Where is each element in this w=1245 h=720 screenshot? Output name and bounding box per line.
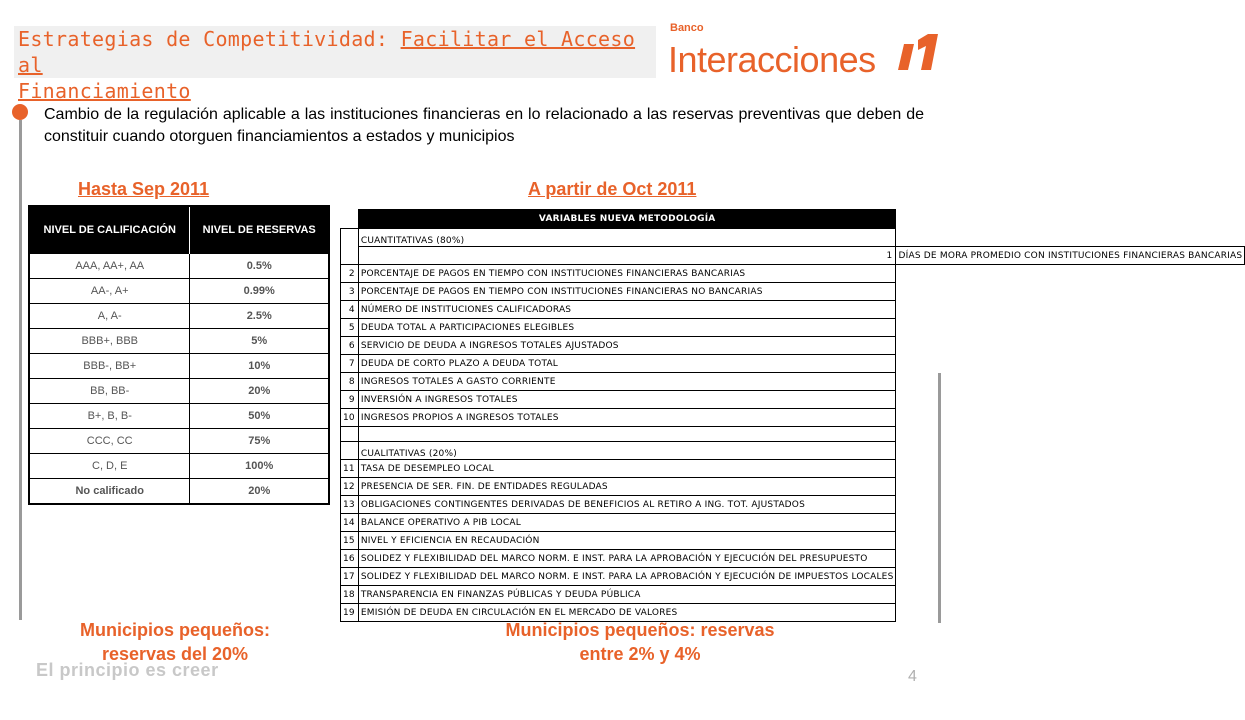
logo-wordmark: Interacciones <box>668 39 876 80</box>
table-row <box>341 247 1245 265</box>
row-number: 8 <box>341 373 359 391</box>
column-header-reserve: NIVEL DE RESERVAS <box>190 206 329 254</box>
table-row <box>341 514 1245 532</box>
rating-cell: CCC, CC <box>29 429 190 454</box>
variable-cell: INVERSIÓN A INGRESOS TOTALES <box>358 391 896 409</box>
table-row <box>341 373 1245 391</box>
variable-cell: DEUDA DE CORTO PLAZO A DEUDA TOTAL <box>358 355 896 373</box>
rating-cell: AAA, AA+, AA <box>29 254 190 279</box>
table-row <box>29 429 329 454</box>
rating-cell: C, D, E <box>29 454 190 479</box>
variable-cell: PORCENTAJE DE PAGOS EN TIEMPO CON INSTITUCIONES FINANCIERAS BANCARIAS <box>358 265 896 283</box>
rating-cell: BBB+, BBB <box>29 329 190 354</box>
row-number: 13 <box>341 496 359 514</box>
reserve-cell: 5% <box>190 329 329 354</box>
row-number: 15 <box>341 532 359 550</box>
row-number: 2 <box>341 265 359 283</box>
logo-mark-icon <box>898 30 944 72</box>
left-divider-line <box>19 120 22 620</box>
variable-cell: NIVEL Y EFICIENCIA EN RECAUDACIÓN <box>358 532 896 550</box>
intro-paragraph: Cambio de la regulación aplicable a las instituciones financieras en lo relacionado a las reservas preventivas que deben de constituir cuando otorguen financiamientos a estados y municipios <box>44 106 924 145</box>
variable-cell: PORCENTAJE DE PAGOS EN TIEMPO CON INSTITUCIONES FINANCIERAS NO BANCARIAS <box>358 283 896 301</box>
column-header-rating: NIVEL DE CALIFICACIÓN <box>29 206 190 254</box>
rating-cell: A, A- <box>29 304 190 329</box>
table-row <box>29 254 329 279</box>
row-number: 9 <box>341 391 359 409</box>
variable-cell: SOLIDEZ Y FLEXIBILIDAD DEL MARCO NORM. E INST. PARA LA APROBACIÓN Y EJECUCIÓN DEL PRESUPUESTO <box>358 550 896 568</box>
variable-cell: INGRESOS TOTALES A GASTO CORRIENTE <box>358 373 896 391</box>
variable-cell: TASA DE DESEMPLEO LOCAL <box>358 460 896 478</box>
row-number: 10 <box>341 409 359 427</box>
reserve-cell: 20% <box>190 379 329 404</box>
variable-cell: NÚMERO DE INSTITUCIONES CALIFICADORAS <box>358 301 896 319</box>
bullet-icon <box>12 104 28 120</box>
reserve-cell: 20% <box>190 479 329 505</box>
table-row <box>341 283 1245 301</box>
table-row <box>341 409 1245 427</box>
variable-cell: INGRESOS PROPIOS A INGRESOS TOTALES <box>358 409 896 427</box>
page-title <box>18 26 658 104</box>
variable-cell: OBLIGACIONES CONTINGENTES DERIVADAS DE BENEFICIOS AL RETIRO A ING. TOT. AJUSTADOS <box>358 496 896 514</box>
rating-cell: No calificado <box>29 479 190 505</box>
variable-cell: SERVICIO DE DEUDA A INGRESOS TOTALES AJUSTADOS <box>358 337 896 355</box>
variable-cell: TRANSPARENCIA EN FINANZAS PÚBLICAS Y DEUDA PÚBLICA <box>358 586 896 604</box>
table-row <box>341 460 1245 478</box>
table-row <box>29 279 329 304</box>
qualitative-label: CUALITATIVAS (20%) <box>358 442 896 460</box>
methodology-header: VARIABLES NUEVA METODOLOGÍA <box>358 210 896 229</box>
table-row <box>341 391 1245 409</box>
row-number: 7 <box>341 355 359 373</box>
table-row <box>29 404 329 429</box>
table-row <box>341 355 1245 373</box>
row-number: 5 <box>341 319 359 337</box>
variable-cell: PRESENCIA DE SER. FIN. DE ENTIDADES REGULADAS <box>358 478 896 496</box>
row-number: 1 <box>358 247 896 265</box>
table-row <box>29 379 329 404</box>
table-row <box>341 265 1245 283</box>
methodology-table <box>340 209 1245 622</box>
reserve-cell: 0.5% <box>190 254 329 279</box>
page-number: 4 <box>908 668 917 685</box>
rating-cell: BBB-, BB+ <box>29 354 190 379</box>
reserve-cell: 50% <box>190 404 329 429</box>
table-row <box>341 568 1245 586</box>
reserve-cell: 100% <box>190 454 329 479</box>
logo-bank-label: Banco <box>670 22 704 34</box>
table-row <box>341 496 1245 514</box>
section-heading-before: Hasta Sep 2011 <box>78 179 210 199</box>
reserve-cell: 0.99% <box>190 279 329 304</box>
row-number: 6 <box>341 337 359 355</box>
reserves-table <box>28 205 330 505</box>
footer-note-before: Municipios pequeños: reservas del 20% <box>79 620 270 664</box>
row-number: 4 <box>341 301 359 319</box>
title-underlined-part2: Financiamiento <box>18 79 191 103</box>
row-number: 18 <box>341 586 359 604</box>
table-row <box>341 337 1245 355</box>
table-row <box>29 479 329 505</box>
section-heading-after: A partir de Oct 2011 <box>528 179 697 199</box>
footer-note-after: Municipios pequeños: reservas entre 2% y 4% <box>505 620 775 664</box>
table-row <box>341 319 1245 337</box>
table-row <box>29 354 329 379</box>
rating-cell: BB, BB- <box>29 379 190 404</box>
reserve-cell: 10% <box>190 354 329 379</box>
variable-cell: DÍAS DE MORA PROMEDIO CON INSTITUCIONES FINANCIERAS BANCARIAS <box>896 247 1245 265</box>
row-number: 17 <box>341 568 359 586</box>
row-number: 19 <box>341 604 359 622</box>
reserve-cell: 2.5% <box>190 304 329 329</box>
table-row <box>29 304 329 329</box>
variable-cell: SOLIDEZ Y FLEXIBILIDAD DEL MARCO NORM. E INST. PARA LA APROBACIÓN Y EJECUCIÓN DE IMPUESTOS LOCALES <box>358 568 896 586</box>
variable-cell: DEUDA TOTAL A PARTICIPACIONES ELEGIBLES <box>358 319 896 337</box>
rating-cell: AA-, A+ <box>29 279 190 304</box>
rating-cell: B+, B, B- <box>29 404 190 429</box>
title-underlined-part1: Facilitar el Acceso al <box>18 27 636 77</box>
table-row <box>29 329 329 354</box>
row-number: 3 <box>341 283 359 301</box>
table-row <box>29 454 329 479</box>
reserve-cell: 75% <box>190 429 329 454</box>
table-row <box>341 301 1245 319</box>
table-row <box>341 550 1245 568</box>
table-row <box>341 532 1245 550</box>
variable-cell: EMISIÓN DE DEUDA EN CIRCULACIÓN EN EL MERCADO DE VALORES <box>358 604 896 622</box>
row-number: 14 <box>341 514 359 532</box>
table-row <box>341 478 1245 496</box>
table-row <box>341 586 1245 604</box>
title-prefix: Estrategias de Competitividad: <box>18 27 401 51</box>
slogan: El principio es creer <box>36 660 219 680</box>
variable-cell: BALANCE OPERATIVO A PIB LOCAL <box>358 514 896 532</box>
row-number: 16 <box>341 550 359 568</box>
quantitative-label: CUANTITATIVAS (80%) <box>358 229 896 247</box>
row-number: 12 <box>341 478 359 496</box>
row-number: 11 <box>341 460 359 478</box>
